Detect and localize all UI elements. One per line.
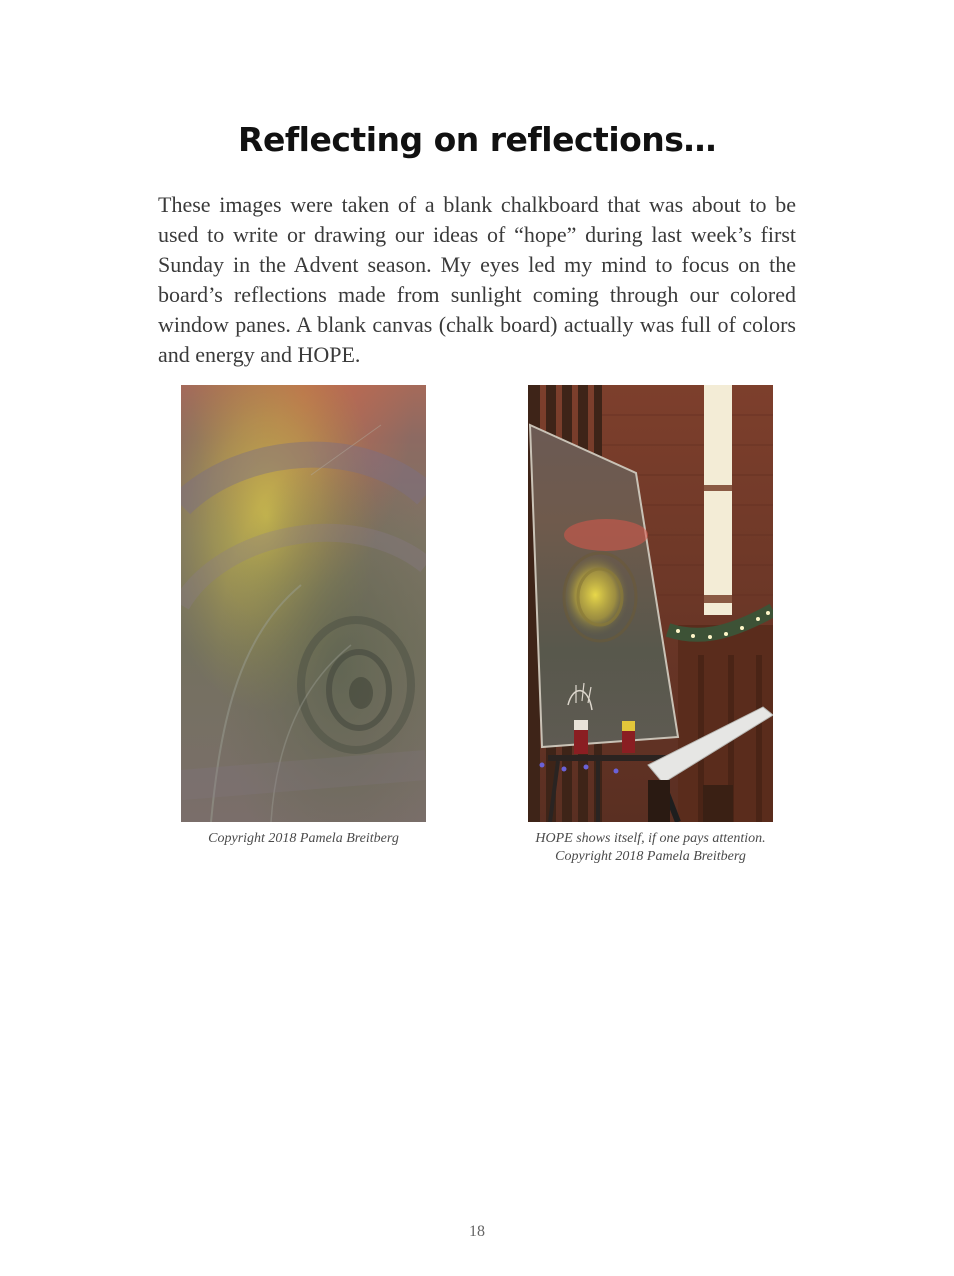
caption-line: Copyright 2018 Pamela Breitberg (208, 831, 399, 846)
figure-caption-left (150, 830, 457, 848)
page-number: 18 (469, 1223, 485, 1240)
body-paragraph: These images were taken of a blank chalkboard that was about to be used to write or drawing our ideas of “hope” during last week’s first Sunday in the Advent season. My eyes led my mind to focus on the board’s reflections made from sunlight coming through our colored window panes. A blank canvas (chalk board) actually was full of colors and energy and HOPE. (158, 192, 796, 367)
chalkboard-easel-photo (528, 385, 773, 822)
chalkboard-closeup-photo (181, 385, 426, 822)
caption-line: Copyright 2018 Pamela Breitberg (555, 849, 746, 864)
page-title: Reflecting on reflections… (238, 120, 716, 159)
caption-line: HOPE shows itself, if one pays attention. (535, 831, 766, 846)
figure-caption-right (490, 830, 811, 866)
